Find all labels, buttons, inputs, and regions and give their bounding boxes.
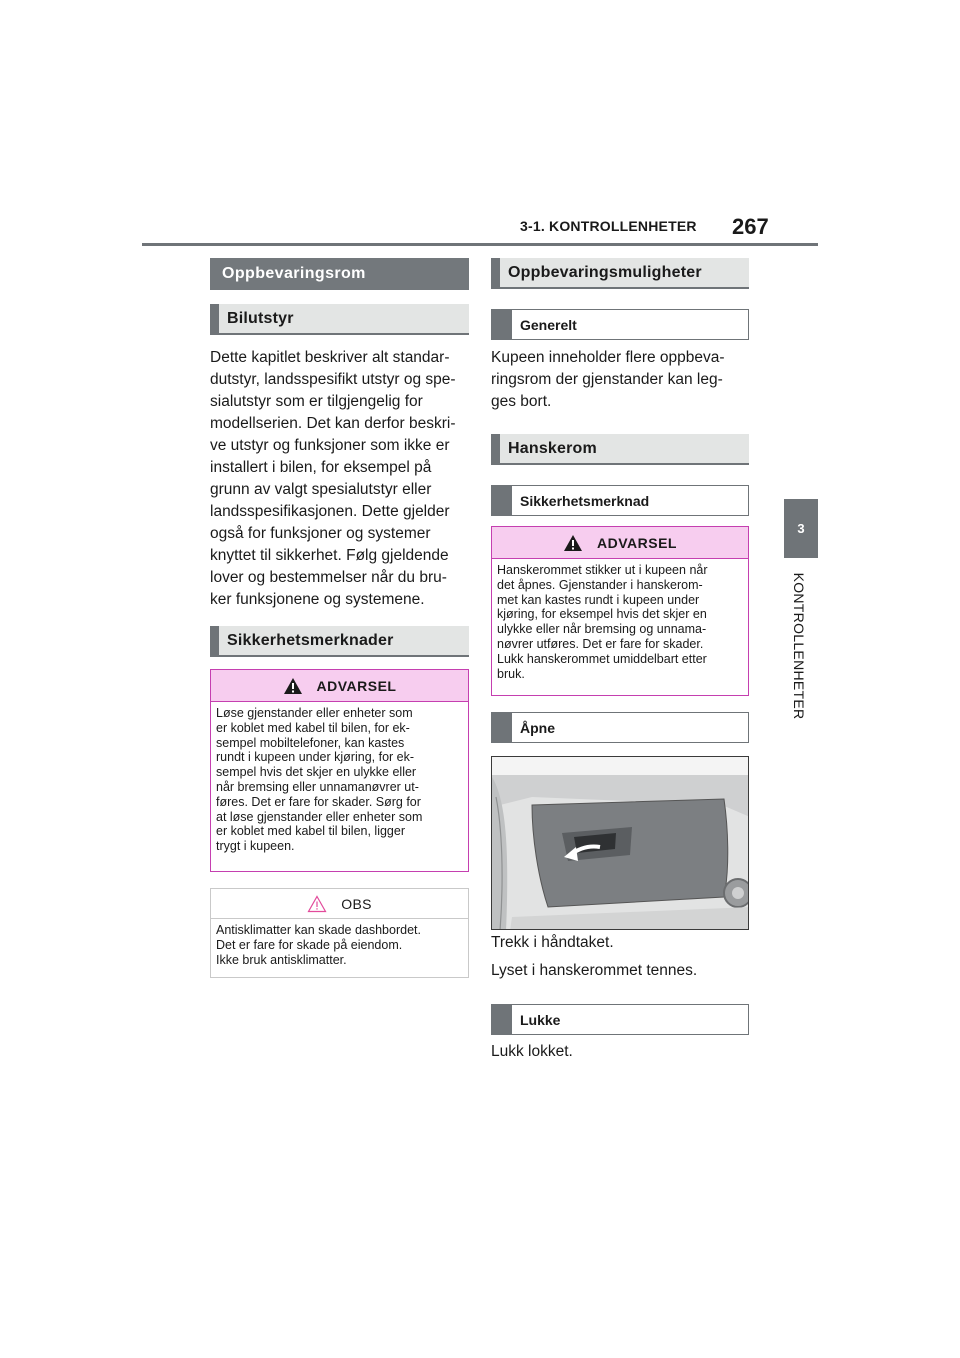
- text-line: ker funksjonene og systemene.: [210, 591, 425, 608]
- bilutstyr-paragraph: [210, 347, 472, 611]
- glovebox-drawing: [492, 757, 749, 930]
- text-line: Ikke bruk antisklimatter.: [216, 952, 347, 967]
- notice-text: [211, 919, 468, 973]
- subsection-text: Generelt: [520, 316, 577, 333]
- section-heading-oppbevaringsrom: [210, 258, 469, 290]
- subheading-text: Oppbevaringsmuligheter: [508, 263, 702, 281]
- glovebox-illustration: [491, 756, 749, 930]
- subheading-text: Bilutstyr: [227, 309, 294, 327]
- text-line: Hanskerommet stikker ut i kupeen når: [497, 563, 708, 577]
- warning-label: ADVARSEL: [316, 677, 397, 694]
- generelt-paragraph: [491, 347, 753, 413]
- subsection-text: Åpne: [520, 719, 555, 736]
- text-line: Det er fare for skade på eiendom.: [216, 937, 403, 952]
- text-line: Kupeen inneholder flere oppbeva-: [491, 349, 725, 366]
- text-line: trygt i kupeen.: [216, 839, 295, 854]
- notice-box: [210, 888, 469, 978]
- subheading-sikkerhetsmerknader: [210, 626, 469, 657]
- text-line: installert i bilen, for eksempel på: [210, 459, 432, 476]
- text-line: ringsrom der gjenstander kan leg-: [491, 371, 723, 388]
- text-line: Lukk hanskerommet umiddelbart etter: [497, 651, 707, 666]
- warning-text: [492, 559, 748, 687]
- lukke-step: Lukk lokket.: [491, 1043, 573, 1060]
- text-line: sempel hvis det skjer en ulykke eller: [216, 765, 417, 780]
- text-line: sialutstyr som er tilgjengelig for: [210, 393, 423, 410]
- text-line: lover og bestemmelser når du bru-: [210, 569, 447, 586]
- text-line: Løse gjenstander eller enheter som: [216, 706, 413, 720]
- page-number: 267: [732, 214, 769, 239]
- apne-step-1: Trekk i håndtaket.: [491, 934, 614, 951]
- text-line: når bremsing eller unnamanøvrer ut-: [216, 779, 419, 794]
- apne-step-2: Lyset i hanskerommet tennes.: [491, 962, 698, 979]
- notice-label: OBS: [341, 895, 372, 912]
- subsection-generelt: [491, 309, 749, 340]
- text-line: landsspesifikasjonen. Dette gjelder: [210, 503, 450, 520]
- chapter-side-label-text: KONTROLLENHETER: [791, 572, 807, 720]
- subsection-sikkerhetsmerknad: [491, 485, 749, 516]
- warning-box-left: [210, 669, 469, 872]
- subheading-text: Hanskerom: [508, 439, 597, 457]
- warning-header: [211, 670, 468, 702]
- text-line: rundt i kupeen under kjøring, for ek-: [216, 750, 415, 765]
- text-line: Dette kapitlet beskriver alt standar-: [210, 349, 450, 366]
- section-heading-text: Oppbevaringsrom: [222, 265, 366, 282]
- subheading-text: Sikkerhetsmerknader: [227, 631, 394, 649]
- subheading-hanskerom: [491, 434, 749, 465]
- text-line: knyttet til sikkerhet. Følg gjeldende: [210, 547, 449, 564]
- notice-header: [211, 889, 468, 919]
- warning-label: ADVARSEL: [597, 534, 677, 551]
- subheading-bilutstyr: [210, 304, 469, 335]
- warning-triangle-icon: [283, 677, 303, 695]
- text-line: Antisklimatter kan skade dashbordet.: [216, 923, 421, 937]
- warning-box-right: [491, 526, 749, 696]
- warning-triangle-icon: [563, 534, 583, 552]
- text-line: ges bort.: [491, 393, 552, 410]
- text-line: også for funksjoner og systemer: [210, 525, 431, 542]
- subsection-lukke: [491, 1004, 749, 1035]
- text-line: at løse gjenstander eller enheter som: [216, 809, 423, 824]
- text-line: ve utstyr og funksjoner som ikke er: [210, 437, 450, 454]
- text-line: føres. Det er fare for skader. Sørg for: [216, 794, 421, 809]
- warning-header: [492, 527, 748, 559]
- header-rule: [142, 243, 818, 246]
- chapter-title: 3-1. KONTROLLENHETER: [520, 218, 697, 234]
- subsection-text: Lukke: [520, 1011, 561, 1028]
- chapter-tab: [784, 499, 818, 558]
- text-line: dutstyr, landsspesifikt utstyr og spe-: [210, 371, 456, 388]
- text-line: det åpnes. Gjenstander i hanskerom-: [497, 577, 703, 592]
- caution-outline-icon: [307, 895, 327, 913]
- text-line: nøvrer utføres. Det er fare for skader.: [497, 636, 704, 651]
- subsection-apne: [491, 712, 749, 743]
- warning-text: [211, 702, 468, 860]
- text-line: bruk.: [497, 666, 525, 681]
- text-line: sempel mobiltelefoner, kan kastes: [216, 735, 405, 750]
- text-line: modellserien. Det kan derfor beskri-: [210, 415, 456, 432]
- text-line: met kan kastes rundt i kupeen under: [497, 592, 700, 607]
- subsection-text: Sikkerhetsmerknad: [520, 492, 650, 509]
- text-line: kjøring, for eksempel hvis det skjer en: [497, 607, 707, 622]
- subheading-oppbevaringsmuligheter: [491, 258, 749, 289]
- text-line: ulykke eller når bremsing og unnama-: [497, 622, 707, 637]
- chapter-side-label: [779, 566, 819, 726]
- text-line: er koblet med kabel til bilen, ligger: [216, 824, 405, 839]
- text-line: er koblet med kabel til bilen, for ek-: [216, 720, 410, 735]
- text-line: grunn av valgt spesialutstyr eller: [210, 481, 432, 498]
- chapter-tab-number: 3: [797, 521, 805, 536]
